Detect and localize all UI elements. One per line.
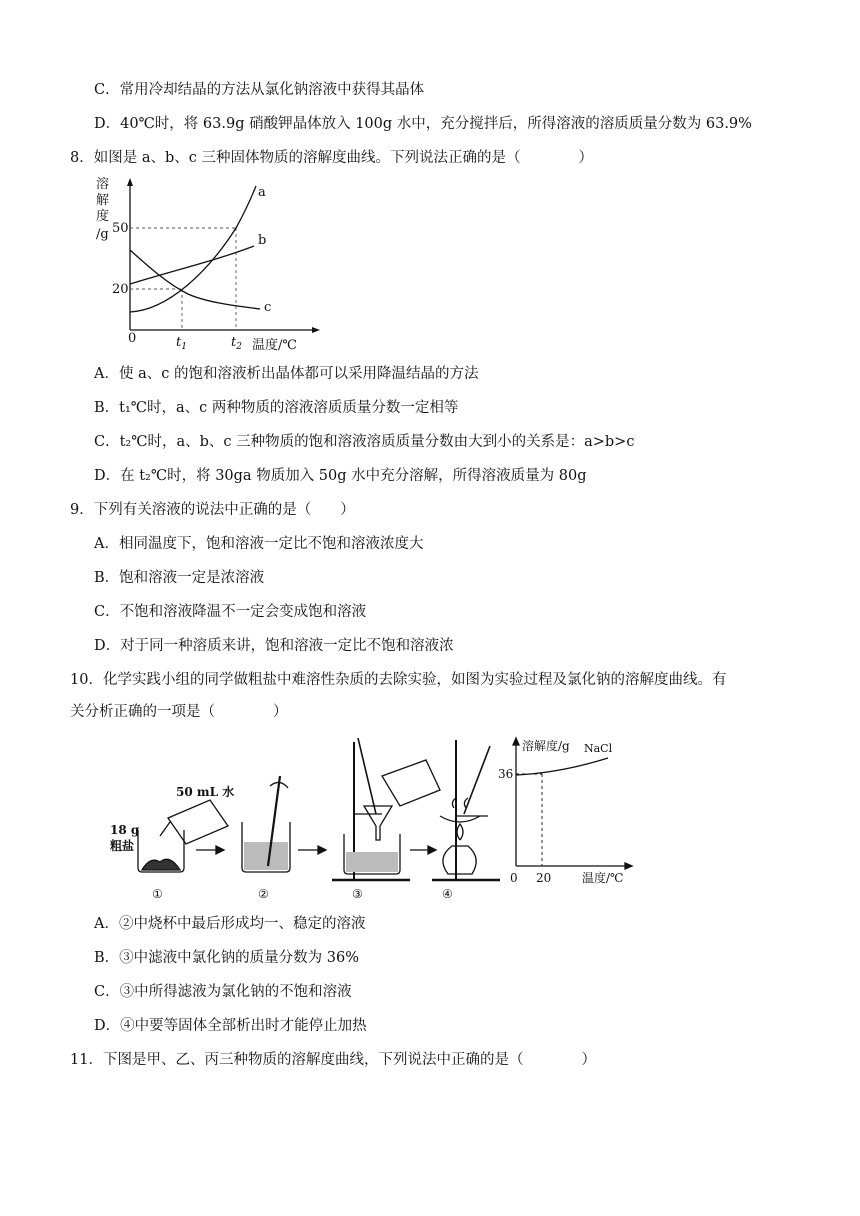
nacl-curve (516, 758, 608, 775)
arrow-head-3 (428, 846, 436, 854)
steam (452, 798, 468, 808)
q8-xtick-t2: $t_2$ (231, 335, 242, 352)
nacl-ytick-36: 36 (498, 767, 514, 781)
q8-curve-c (130, 250, 260, 309)
nacl-xtick-20: 20 (536, 871, 552, 885)
q8-option-d: D．在 t₂℃时，将 30ga 物质加入 50g 水中充分溶解，所得溶液质量为 80g (94, 468, 587, 484)
q8-ylabel-2: 解 (96, 193, 110, 208)
stir-rod-4 (464, 746, 490, 814)
q8-y-arrow (127, 178, 133, 186)
q10-option-a: A．②中烧杯中最后形成均一、稳定的溶液 (94, 916, 366, 932)
filtrate (346, 852, 398, 872)
arrow-head-1 (216, 846, 224, 854)
q10-experiment-figure (110, 730, 650, 902)
step-4-label: ④ (442, 887, 453, 901)
nacl-origin: 0 (510, 871, 518, 885)
question-11-stem: 11．下图是甲、乙、丙三种物质的溶解度曲线，下列说法中正确的是（ ） (70, 1052, 596, 1068)
q8-x-arrow (312, 327, 320, 333)
q8-label-b: b (258, 233, 267, 248)
question-10-stem-line2: 关分析正确的一项是（ ） (70, 704, 288, 720)
q8-ylabel-4: /g (96, 227, 109, 242)
q8-ytick-50: 50 (112, 221, 129, 236)
question-8-stem: 8．如图是 a、b、c 三种固体物质的溶解度曲线。下列说法正确的是（ ） (70, 150, 593, 166)
q10-option-c: C．③中所得滤液为氯化钠的不饱和溶液 (94, 984, 352, 1000)
q8-ylabel-1: 溶 (96, 177, 110, 192)
q8-label-a: a (258, 185, 266, 200)
q9-option-d: D．对于同一种溶质来讲，饱和溶液一定比不饱和溶液浓 (94, 638, 454, 654)
q8-origin: 0 (128, 331, 137, 346)
q8-label-c: c (264, 300, 272, 315)
q9-option-a: A．相同温度下，饱和溶液一定比不饱和溶液浓度大 (94, 536, 424, 552)
q8-curve-b (130, 246, 254, 284)
q8-ytick-20: 20 (112, 282, 129, 297)
question-10-stem-line1: 10．化学实践小组的同学做粗盐中难溶性杂质的去除实验，如图为实验过程及氯化钠的溶解度曲线。有 (70, 672, 727, 688)
arrow-head-2 (318, 846, 326, 854)
salt-mass-label: 18 g (110, 823, 140, 837)
q9-option-c: C．不饱和溶液降温不一定会变成饱和溶液 (94, 604, 367, 620)
q8-option-a: A．使 a、c 的饱和溶液析出晶体都可以采用降温结晶的方法 (94, 366, 479, 382)
measuring-cylinder (168, 800, 228, 844)
q10-option-b: B．③中滤液中氯化钠的质量分数为 36% (94, 950, 359, 966)
salt-name-label: 粗盐 (110, 839, 135, 853)
solution-2 (244, 842, 288, 870)
step-1-label: ① (152, 887, 163, 901)
pouring-rod (358, 738, 376, 814)
spirit-lamp (443, 846, 476, 874)
nacl-xlabel: 温度/℃ (582, 871, 624, 885)
step-3-label: ③ (352, 887, 363, 901)
q9-option-b: B．饱和溶液一定是浓溶液 (94, 570, 265, 586)
q8-xtick-t1: $t_1$ (176, 335, 187, 352)
nacl-series-label: NaCl (584, 742, 613, 755)
salt-pile (142, 859, 180, 870)
prev-option-c: C．常用冷却结晶的方法从氯化钠溶液中获得其晶体 (94, 82, 425, 98)
question-9-stem: 9．下列有关溶液的说法中正确的是（ ） (70, 502, 355, 518)
nacl-y-arrow (513, 738, 519, 745)
q8-option-b: B．t₁℃时，a、c 两种物质的溶液溶质质量分数一定相等 (94, 400, 459, 416)
water-pour (160, 822, 170, 836)
pouring-beaker (382, 760, 440, 806)
water-label: 50 mL 水 (176, 785, 235, 799)
flame (457, 824, 463, 840)
q8-xlabel: 温度/℃ (252, 338, 297, 353)
step-2-label: ② (258, 887, 269, 901)
q8-ylabel-3: 度 (96, 209, 110, 224)
q8-curve-a (130, 186, 256, 312)
q8-solubility-chart (88, 172, 328, 360)
prev-option-d: D．40℃时，将 63.9g 硝酸钾晶体放入 100g 水中，充分搅拌后，所得溶液的溶质质量分数为 63.9% (94, 116, 752, 132)
nacl-x-arrow (625, 863, 632, 869)
evaporating-dish (440, 816, 480, 822)
nacl-ylabel: 溶解度/g (522, 739, 570, 753)
funnel (364, 806, 392, 840)
q8-option-c: C．t₂℃时，a、b、c 三种物质的饱和溶液溶质质量分数由大到小的关系是：a>b>c (94, 434, 635, 450)
q10-option-d: D．④中要等固体全部析出时才能停止加热 (94, 1018, 367, 1034)
